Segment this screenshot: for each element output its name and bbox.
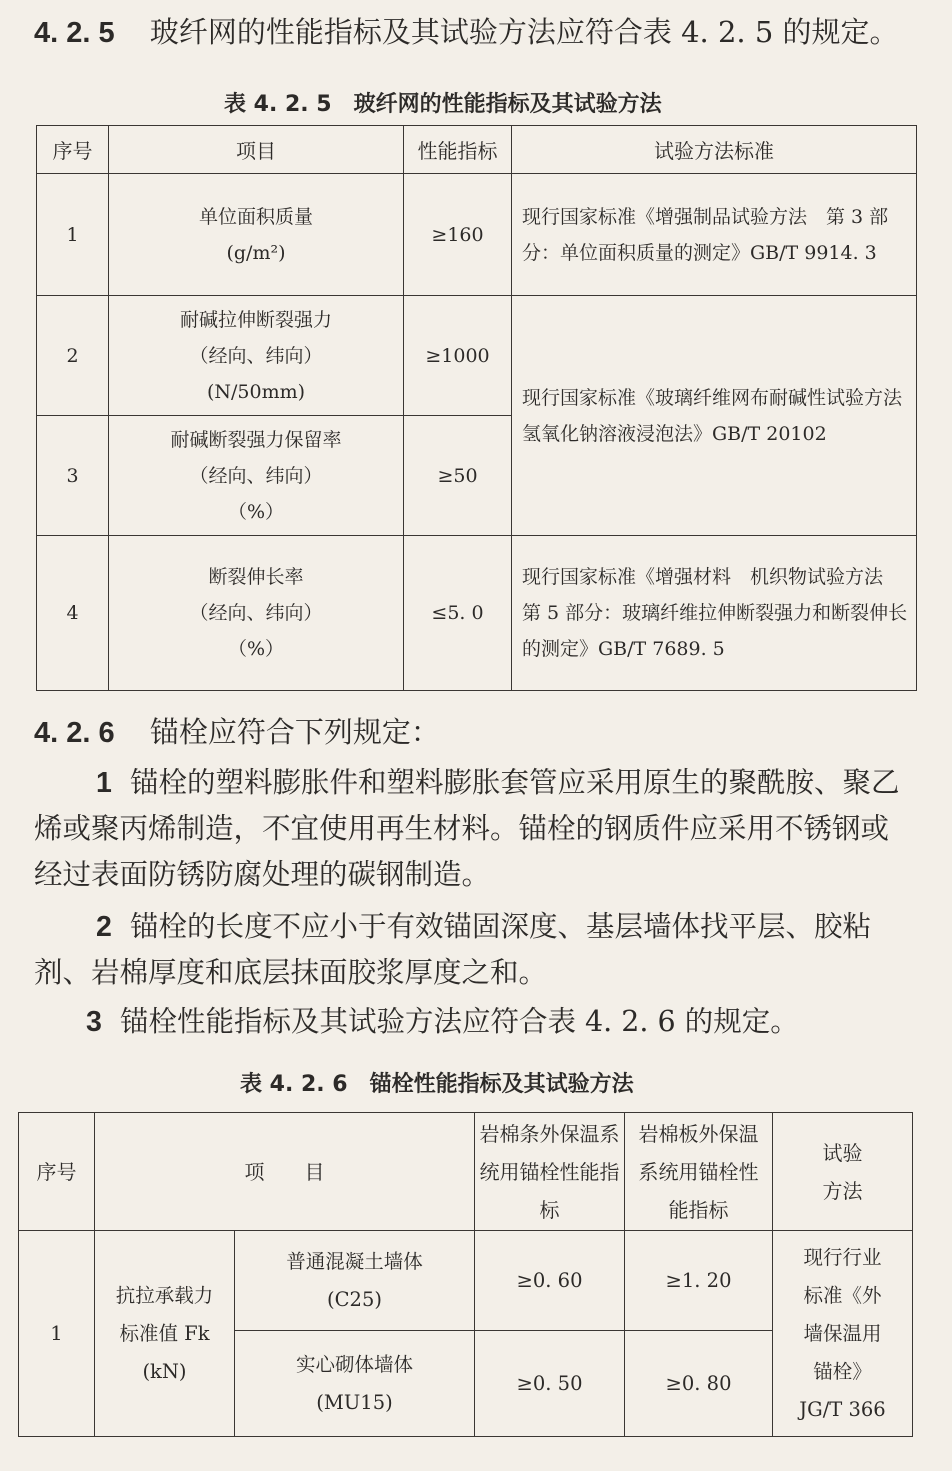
table-header-row: [19, 1113, 913, 1231]
item-line: (N/50mm): [206, 380, 306, 403]
table-row: [37, 296, 917, 416]
item-text: 锚栓性能指标及其试验方法应符合表 4. 2. 6 的规定。: [119, 1005, 799, 1038]
clause-text: 锚栓应符合下列规定：: [149, 715, 440, 749]
clause-text: 玻纤网的性能指标及其试验方法应符合表 4. 2. 5 的规定。: [149, 15, 899, 49]
wall-line: 实心砌体墙体: [295, 1352, 413, 1376]
list-item: [34, 760, 914, 898]
item-line: (g/m²): [226, 241, 286, 264]
row-method: 现行国家标准《增强制品试验方法 第 3 部分：单位面积质量的测定》GB/T 9914. 3: [512, 174, 917, 296]
item-number: 3: [86, 1006, 102, 1038]
row-item: [109, 296, 404, 416]
list-item: [34, 904, 914, 996]
header-item: 项 目: [95, 1113, 475, 1231]
header-method-text: 试验方法: [822, 1140, 863, 1203]
list-item: [34, 999, 914, 1045]
item-number: 2: [96, 911, 112, 943]
row-item: [95, 1231, 235, 1437]
table-4-2-6: [18, 1112, 913, 1437]
row-method: 现行国家标准《增强材料 机织物试验方法 第 5 部分：玻璃纤维拉伸断裂强力和断裂伸长的测定》GB/T 7689. 5: [512, 536, 917, 691]
row-item: [109, 536, 404, 691]
row-strip-value: ≥0. 60: [475, 1231, 625, 1331]
item-line: （经向、纬向）: [189, 344, 323, 367]
item-text: 锚栓的塑料膨胀件和塑料膨胀套管应采用原生的聚酰胺、聚乙烯或聚丙烯制造，不宜使用再生材料。锚栓的钢质件应采用不锈钢或经过表面防锈防腐处理的碳钢制造。: [34, 766, 900, 891]
item-line: 抗拉承载力: [115, 1283, 214, 1307]
clause-number: 4. 2. 6: [34, 717, 115, 749]
header-no: 序号: [19, 1113, 95, 1231]
row-value: ≥1000: [404, 296, 512, 416]
row-method: [773, 1231, 913, 1437]
row-wall: [235, 1231, 475, 1331]
wall-line: (C25): [327, 1287, 382, 1311]
row-method: 现行国家标准《玻璃纤维网布耐碱性试验方法 氢氧化钠溶液浸泡法》GB/T 20102: [512, 296, 917, 536]
item-line: 耐碱断裂强力保留率: [170, 428, 342, 451]
header-method: [773, 1113, 913, 1231]
clause-number: 4. 2. 5: [34, 17, 115, 49]
table-row: [37, 536, 917, 691]
table-4-2-5-title: 表 4. 2. 5 玻纤网的性能指标及其试验方法: [224, 92, 662, 117]
item-line: （经向、纬向）: [189, 464, 323, 487]
table-row: [37, 174, 917, 296]
row-no: 4: [37, 536, 109, 691]
wall-line: (MU15): [316, 1390, 393, 1414]
item-line: 耐碱拉伸断裂强力: [179, 308, 332, 331]
header-board: 岩棉板外保温系统用锚栓性能指标: [625, 1113, 773, 1231]
row-value: ≥50: [404, 416, 512, 536]
clause-4-2-5: [34, 12, 899, 53]
row-no: 3: [37, 416, 109, 536]
row-wall: [235, 1331, 475, 1437]
row-value: ≥160: [404, 174, 512, 296]
item-number: 1: [96, 767, 112, 799]
item-line: （%）: [227, 638, 285, 660]
table-header-row: [37, 126, 917, 174]
clause-4-2-6: [34, 712, 440, 753]
row-board-value: ≥1. 20: [625, 1231, 773, 1331]
row-value: ≤5. 0: [404, 536, 512, 691]
table-row: [19, 1231, 913, 1331]
item-text: 锚栓的长度不应小于有效锚固深度、基层墙体找平层、胶粘剂、岩棉厚度和底层抹面胶浆厚度之和。: [34, 910, 871, 989]
header-strip: 岩棉条外保温系统用锚栓性能指标: [475, 1113, 625, 1231]
header-no: 序号: [37, 126, 109, 174]
row-no: 1: [37, 174, 109, 296]
row-no: 2: [37, 296, 109, 416]
header-item: 项目: [109, 126, 404, 174]
item-line: （经向、纬向）: [189, 602, 323, 624]
header-value: 性能指标: [404, 126, 512, 174]
row-item: [109, 416, 404, 536]
header-method: 试验方法标准: [512, 126, 917, 174]
table-4-2-6-title: 表 4. 2. 6 锚栓性能指标及其试验方法: [240, 1072, 634, 1097]
item-line: 单位面积质量: [198, 205, 313, 228]
row-board-value: ≥0. 80: [625, 1331, 773, 1437]
row-item: [109, 174, 404, 296]
table-4-2-5: [36, 125, 922, 691]
item-line: (kN): [142, 1359, 187, 1383]
method-text: 现行行业标准《外墙保温用锚栓》JG/T 366: [799, 1245, 886, 1421]
item-line: 断裂伸长率: [208, 566, 304, 588]
row-strip-value: ≥0. 50: [475, 1331, 625, 1437]
wall-line: 普通混凝土墙体: [286, 1249, 423, 1273]
item-line: （%）: [227, 500, 285, 523]
item-line: 标准值 Fk: [119, 1321, 210, 1345]
row-no: 1: [19, 1231, 95, 1437]
